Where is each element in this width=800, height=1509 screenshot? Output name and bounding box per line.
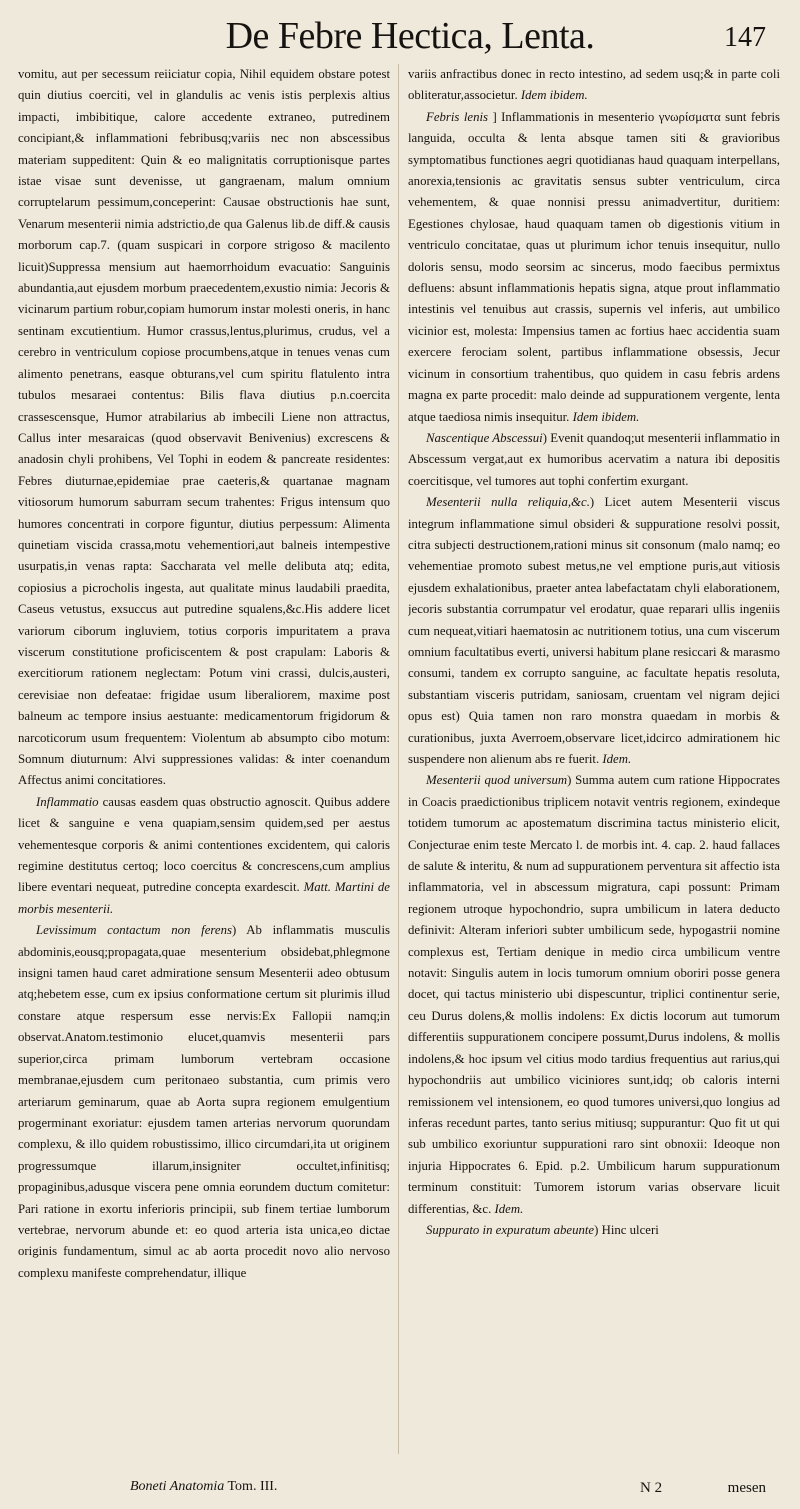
right-paragraph-4: Mesenterii nulla reliquia,&c.) Licet autem Mesenterii viscus integrum inflammatione simul obsideri & suppuratione resolvi possit, citra subjecti destructionem,rationi minus sit consonum (malo namq; eo vehementiae promoto subest metus,ne vel emptione puris,aut vitiosis ejusdem exhalationibus, praeter antea labefactatam chyli elaborationem, jecoris substantia corrumpatur vel erodatur, quae reparari ullis ingeniis cum nequeat,vitiari haematosin ac nutritionem totius, una cum viscerum omnium facultatibus everti, universi habitum plane resiccari & marasmo consumi, tandem ex corrupto sanguine, ac facultate hepatis resoluta, substantiam visceris putridam, saniosam, cruentam vel nigram dejici opus est) Quia tamen non raro monstra quaedam in morbis & curationibus, juxta Averroem,observare licet,idcirco admirationem hic suspendere non alienum abs re fuerit. Idem. bbox=[408, 495, 780, 766]
right-paragraph-6: Suppurato in expuratum abeunte) Hinc ulceri bbox=[426, 1222, 659, 1237]
rubric: Nascentique Abscessui bbox=[426, 430, 543, 445]
citation: Idem ibidem. bbox=[572, 409, 640, 424]
left-paragraph-3: Levissimum contactum non ferens) Ab inflammatis musculis abdominis,eousq;propagata,quae mesenterium obsidebat,phlegmone insigni tamen haud caret admiratione sensum Mesenterii adeo obtusum atq;hebetem esse, cum ex ipsius conformatione certum sit plurimis illud constare atque respersum esse nervis:Ex Fallopii namq;in observat.Anatom.testimonio elucet,quamvis mesenterii pars superior,circa primam lumborum vertebram occasione membranae,ejusdem cum peritonaeo substantia, cum primis vero arteriarum geminarum, quae ab Aorta supra regionem emulgentium progerminant exoriatur: ejusdem tamen arterias nervorum quorundam complexu, & illo quidem robustissimo, illico circumdari,ita ut originem progressumque illarum,insigniter occultet,infinitisq; propaginibus,adusque viscera pene omnia eorundem ductum comitetur: Pari ratione in exortu inferioris principii, sub finem tertiae lumborum vertebrae, nervorum abunde et: eo quod arteria ista unica,eo dictae originis fundamentum, simul ac ab aorta procedit novo alio nervoso complexu manifeste comprehendatur, illique bbox=[18, 923, 390, 1280]
page-number: 147 bbox=[724, 22, 766, 53]
left-paragraph-1: vomitu, aut per secessum reiiciatur copia, Nihil equidem obstare potest quin diutius coerciti, vel in glandulis ac venis istis perplexis altius impacti, imbibitique, calore accedente extraneo, putredinem concipiant,& inflammationi febribusq;variis nec non abscessibus materiam suppeditent: Quin & eo malignitatis corruptionisque partes istae visae sunt devenisse, ut gangraenam, malum omnium corruptelarum pessimum,conceperint: Causae obstructionis hae sunt, Venarum mesenterii nimia adstrictio,de qua Galenus lib.de diff.& causis morborum cap.7. (quam suspicari in corpore strigoso & macilento licuit)Suppressa mensium aut haemorrhoidum evacuatio: Sanguinis abundantia,aut ejusdem morbum praecedentem,exustio nimia: Jecoris & vicinarum partium robur,copiam humorum instar molesti oneris, in hanc sentinam excutientium. Humor crassus,lentus,plurimus, crudus, vel a cerebro in ventriculum copiose procumbens,atque in tenues venas cum alimento penetrans, easque obturans,vel cum spiritu flatulento intra tubulos mesaraei contentus: Bilis flava diutius p.n.coercita crassescensque, Humor atrabilarius ab imbecili Liene non attractus, Callus inter mesaraicas (quod observavit Benivenius) excrescens & anadosin chyli prohibens, Vel Tophi in eodem & pancreate residentes: Febres diuturnae,epidemiae prae caeteris,& quartanae magnam vitiosorum humorum saburram secum trahentes: Frigus intensum quo humores concentrati in corpore figuntur, diutius perpessum: Alimenta quinetiam viscida crassa,motu vehementiori,aut balneis intempestive usurpatis,in venas rapta: Saccharata vel melle delibuta atq; edita, copiosius a picrocholis ingesta, aut qualitate minus laudabili praedita, Caseus vetustus, exsuccus aut putredine squalens,&c.His addere licet variorum ciborum ingluviem, totius corporis impuritatem a prava viscerum constitutione proficiscentem & post crapulam: Laboris & exercitiorum rationem neglectam: Potum vini crassi, dulcis,austeri, cerevisiae non defeatae: frigidae usum liberaliorem, maxime post balneum ac tempore insius aestuante: medicamentorum frigidorum & narcoticorum usum frequentem: Violentum ab absumpto cibo motum: Somnum diuturnum: Alvi suppressiones validas: & inter coenandum Affectus animi concitatiores. bbox=[18, 67, 390, 788]
citation: Idem. bbox=[494, 1201, 524, 1216]
signature-line: Boneti Anatomia Tom. III. bbox=[130, 1479, 278, 1494]
citation: Matt. Martini de morbis mesenterii. bbox=[18, 880, 390, 916]
catchword: mesen bbox=[727, 1480, 766, 1496]
rubric: Inflammatio bbox=[36, 794, 99, 809]
left-paragraph-2: Inflammatio causas easdem quas obstructio agnoscit. Quibus addere licet & sanguine e vena quapiam,sensim quidem,sed per aestus vehementesque corporis & animi contentiones excidentem, qui caloris regimine destitutus certoq; loco coercitus & concrescens,cum amplius libere eventari nequeat, putredine concepta exardescit. Matt. Martini de morbis mesenterii. bbox=[18, 794, 390, 916]
right-paragraph-1: variis anfractibus donec in recto intestino, ad sedem usq;& in parte coli obliteratur,associetur. Idem ibidem. bbox=[408, 67, 780, 103]
citation: Idem ibidem. bbox=[520, 88, 588, 103]
left-column bbox=[18, 64, 390, 1459]
right-paragraph-5: Mesenterii quod universum) Summa autem cum ratione Hippocrates in Coacis praedictionibus triplicem notavit ventris regionem, exindeque totidem tumorum ac apostematum discrimina tactus ministerio elicit, Conjecturae enim teste Mercato l. de morbis int. 4. cap. 2. haud fallaces de salute & interitu, & num ad suppurationem perventura sit affectio ista inflammatoria, vel in abscessum migratura, capi possunt: Primam regionem utroque hypochondrio, supra umbilicum in latera deducto definivit: Alteram inferiori subter umbilicum sede, hypogastrii nomine complexus est, Tertiam denique in medio circa umbilicum ventre notavit: Singulis autem in locis tumorum omnium oboriri posse genera docet, qui tactus ministerio ubi dispescuntur, triplici continentur serie, ceu Durus dolens,& mollis indolens: Ex dictis locorum aut tumorum differentiis suppurationem concipere possumt,Durus indolens, & mollis indolens,& hoc ipsum vel citius modo tardius frequentius aut rarius,qui hypochondriis aut umbilico viciniores sunt,idq; ob caloris interni remissionem vel intensionem, eo quod tumores universi,quo longius ad inferas recedunt partes, tanto serius mitiusq; suppurantur: Quo fit ut qui sub umbilico exoriuntur suppurationi raro sint obnoxii: Ideoque non injuria Hippocrates 6. Epid. p.2. Umbilicum harum suppurationum terminum constituit: Tumorem istorum varias observare licuit differentias, &c. Idem. bbox=[408, 773, 780, 1216]
right-column bbox=[408, 64, 780, 1459]
running-head: De Febre Hectica, Lenta. bbox=[225, 15, 595, 57]
citation: Idem. bbox=[602, 752, 632, 766]
right-paragraph-3: Nascentique Abscessui) Evenit quandoq;ut mesenterii inflammatio in Abscessum vergat,aut ex humoribus acervatim a natura ibi depositis coercitisque, vel tumores aut tophi confertim exurgant. bbox=[408, 430, 780, 488]
rubric: Mesenterii nulla reliquia,&c. bbox=[426, 495, 590, 510]
rubric: Suppurato in expuratum abeunte bbox=[426, 1222, 595, 1237]
rubric: Febris lenis bbox=[426, 109, 489, 124]
rubric: Levissimum contactum non ferens bbox=[36, 923, 232, 938]
right-paragraph-2: Febris lenis ] Inflammationis in mesenterio γνωρίσματα sunt febris languida, occulta & lenta absque tamen siti & gravioribus symptomatibus functiones aegri quotidianas haud quaquam interpellans, anorexia,tensionis ac gravitatis sensus subter ventriculum, circa vehementem, & quae nonnisi pressu animadvertitur, duritiem: Egestiones chylosae, haud quaquam tamen ob digestionis vitium in ventriculo concitatae, quas ut plurimum ichor tenuis insequitur, nullo doloris sensu, modo seorsim ac sincerus, modo faecibus permixtus defluens: absunt inflammationis hepatis signa, atque prout inflammatio intestinis vel tenuibus aut crassis, supernis vel inferis, aut umbilico vicinior est, molesta: Impensius tamen ac fortius haec accidentia suam exercere ferociam solent, partibus inflammatione obsessis, Jecur vicinum in consortium trahentibus, quo quidem in casu febris ardens magna ex parte procedit: malo deinde ad suppurationem vergente, lenta atque taediosa nimis insequitur. Idem ibidem. bbox=[408, 109, 780, 424]
column-gutter bbox=[398, 64, 399, 1454]
rubric: Mesenterii quod universum bbox=[426, 773, 568, 788]
signature-mark: N 2 bbox=[640, 1480, 663, 1496]
